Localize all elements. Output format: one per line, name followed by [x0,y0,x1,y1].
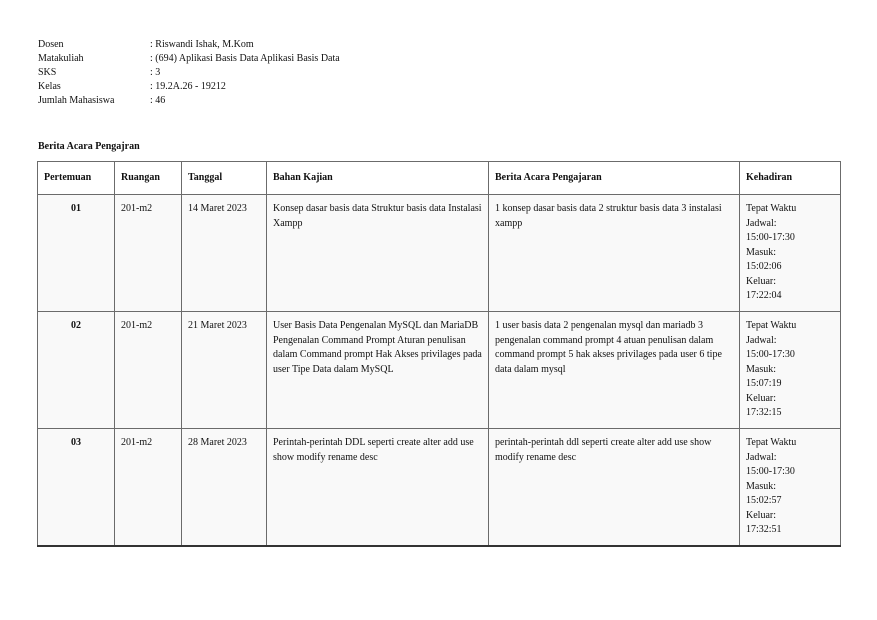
info-label: Matakuliah [38,53,84,64]
kehadiran-jadwal-label: Jadwal: [746,451,777,463]
kehadiran-keluar-label: Keluar: [746,509,776,521]
kehadiran-status: Tepat Waktu [746,437,797,448]
cell-berita-acara: perintah-perintah ddl seperti create alter add use show modify rename desc [489,429,740,546]
cell-pertemuan: 02 [38,312,115,429]
cell-pertemuan: 01 [38,195,115,312]
kehadiran-jadwal-label: Jadwal: [746,217,777,229]
kehadiran-masuk-label: Masuk: [746,246,776,258]
info-row-dosen [38,38,340,52]
header-bahan-kajian: Bahan Kajian [267,162,489,195]
header-ruangan: Ruangan [115,162,182,195]
section-title: Berita Acara Pengajran [38,141,140,152]
info-value: : 3 [150,67,161,78]
cell-berita-acara: 1 user basis data 2 pengenalan mysql dan mariadb 3 pengenalan command prompt 4 atuan penulisan dalam command prompt 5 hak akses privilages pada user 6 tipe data dalam mysql [489,312,740,429]
teaching-log-table [37,161,841,547]
kehadiran-masuk-value: 15:02:06 [746,261,782,272]
info-row-matakuliah [38,52,340,66]
kehadiran-keluar-label: Keluar: [746,392,776,404]
kehadiran-jadwal-value: 15:00-17:30 [746,466,795,477]
cell-tanggal: 21 Maret 2023 [182,312,267,429]
cell-bahan-kajian: Perintah-perintah DDL seperti create alter add use show modify rename desc [267,429,489,546]
info-label: Dosen [38,39,64,50]
kehadiran-keluar-value: 17:32:51 [746,524,782,535]
cell-kehadiran [740,195,841,312]
info-label: SKS [38,67,57,78]
table-row [38,312,841,429]
cell-ruangan: 201-m2 [115,429,182,546]
kehadiran-status: Tepat Waktu [746,203,797,214]
cell-pertemuan: 03 [38,429,115,546]
cell-bahan-kajian: User Basis Data Pengenalan MySQL dan MariaDB Pengenalan Command Prompt Aturan penulisan dalam Command prompt Hak Akses privilages pada user Tipe Data dalam MySQL [267,312,489,429]
cell-ruangan: 201-m2 [115,312,182,429]
kehadiran-jadwal-value: 15:00-17:30 [746,349,795,360]
table-row [38,195,841,312]
cell-ruangan: 201-m2 [115,195,182,312]
info-value: : 46 [150,95,166,106]
cell-tanggal: 28 Maret 2023 [182,429,267,546]
kehadiran-status: Tepat Waktu [746,320,797,331]
kehadiran-jadwal-label: Jadwal: [746,334,777,346]
info-row-sks [38,66,340,80]
kehadiran-masuk-value: 15:07:19 [746,378,782,389]
kehadiran-masuk-label: Masuk: [746,480,776,492]
cell-bahan-kajian: Konsep dasar basis data Struktur basis data Instalasi Xampp [267,195,489,312]
info-value: : Riswandi Ishak, M.Kom [150,39,254,50]
kehadiran-keluar-value: 17:22:04 [746,290,782,301]
header-pertemuan: Pertemuan [38,162,115,195]
info-value: : 19.2A.26 - 19212 [150,81,226,92]
info-label: Kelas [38,81,61,92]
cell-tanggal: 14 Maret 2023 [182,195,267,312]
course-info-table [38,38,340,108]
info-row-kelas [38,80,340,94]
table-header-row [38,162,841,195]
info-label: Jumlah Mahasiswa [38,95,115,106]
header-tanggal: Tanggal [182,162,267,195]
header-kehadiran: Kehadiran [740,162,841,195]
info-row-jumlah-mahasiswa [38,94,340,108]
table-row [38,429,841,546]
kehadiran-jadwal-value: 15:00-17:30 [746,232,795,243]
cell-kehadiran [740,429,841,546]
info-value: : (694) Aplikasi Basis Data Aplikasi Basis Data [150,53,340,64]
kehadiran-keluar-label: Keluar: [746,275,776,287]
kehadiran-keluar-value: 17:32:15 [746,407,782,418]
kehadiran-masuk-value: 15:02:57 [746,495,782,506]
cell-kehadiran [740,312,841,429]
header-berita-acara: Berita Acara Pengajaran [489,162,740,195]
cell-berita-acara: 1 konsep dasar basis data 2 struktur basis data 3 instalasi xampp [489,195,740,312]
kehadiran-masuk-label: Masuk: [746,363,776,375]
